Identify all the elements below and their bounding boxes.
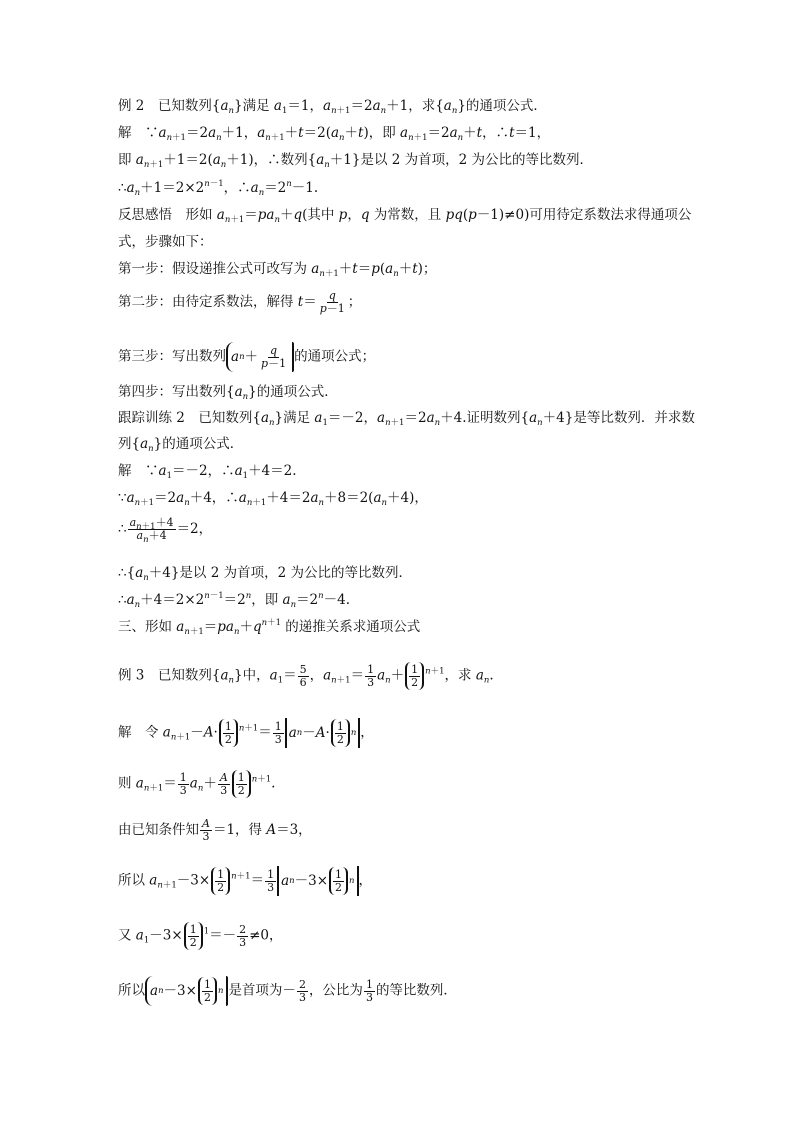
exercise-solution-5: $\therefore a_n+4=2\times 2^{n-1}=2^n$，即 $a_n=2^n-4$. bbox=[118, 591, 351, 610]
example-3-solution-6: 所以 a n －3× $\frac{1}{2}$ n 是首项为－ $\frac{2}{3}$ ，公比为 $\frac{1}{3}$ 的等比数列． bbox=[118, 976, 457, 1006]
section-3-heading: 三、形如 $a_{n+1}=pa_n+q^{n+1}$ 的递推关系求通项公式 bbox=[118, 618, 421, 637]
reflection-line-1: 反思感悟 形如 $a_{n+1}=pa_n+q$(其中 p，q 为常数，且 pq(p－1)≠0)可用待定系数法求得通项公 bbox=[118, 207, 692, 225]
solution-line-2: 即 $a_{n+1}+1=2(a_n+1)$，∴数列$\{a_n+1\}$是以 2 为首项，2 为公比的等比数列． bbox=[118, 152, 593, 170]
step-4: 第四步：写出数列$\{a_n\}$的通项公式． bbox=[118, 384, 338, 402]
example-3-solution-2: 则 $a_{n+1}=$ $\frac{1}{3}$ $a_n+$ $\frac{A}{3}$ $\frac{1}{2}$ $^{n+1}$. bbox=[118, 770, 276, 797]
step-3: 第三步：写出数列 a n ＋ $\frac{q}{p-1}$ 的通项公式； bbox=[118, 342, 375, 372]
exercise-solution-3: ∴ $\frac{a_{n+1}+4}{a_n+4}$ ＝2， bbox=[118, 516, 213, 545]
example-3-statement: 例 3 已知数列$\{a_n\}$中，$a_1=$ $\frac{5}{6}$ ，$a_{n+1}=$ $\frac{1}{3}$ $a_n+$ $\frac{1}{2}$ $^{n+1}$，求 $a_n$. bbox=[118, 662, 494, 689]
example-2-statement: 例 2 已知数列$\{a_n\}$满足 $a_1=1$，$a_{n+1}=2a_n+1$，求$\{a_n\}$的通项公式． bbox=[118, 98, 547, 116]
example-3-solution-3: 由已知条件知 $\frac{A}{3}$ ＝1，得 A＝3， bbox=[118, 817, 312, 843]
step-2: 第二步：由待定系数法，解得 t＝ $\frac{q}{p-1}$ ； bbox=[118, 289, 362, 315]
step-1: 第一步：假设递推公式可改写为 $a_{n+1}+t=p(a_n+t)$； bbox=[118, 261, 437, 279]
exercise-2-line-2: 列$\{a_n\}$的通项公式． bbox=[118, 436, 244, 454]
example-3-solution-5: 又 $a_1-3\times$ $\frac{1}{2}$ $^1$＝－ $\frac{2}{3}$ ≠0， bbox=[118, 922, 283, 949]
example-3-solution-4: 所以 $a_{n+1}-3\times$ $\frac{1}{2}$ $^{n+1}$＝ $\frac{1}{3}$ a n －3× $\frac{1}{2}$ n ， bbox=[118, 866, 372, 896]
example-3-solution-1: 解 令 $a_{n+1}-A\cdot$ $\frac{1}{2}$ $^{n+1}$＝ $\frac{1}{3}$ a n － A · $\frac{1}{2}$ n ， bbox=[118, 718, 374, 748]
exercise-solution-4: $\therefore\{a_n+4\}$是以 2 为首项，2 为公比的等比数列． bbox=[118, 565, 412, 583]
exercise-2-line-1: 跟踪训练 2 已知数列$\{a_n\}$满足 $a_1=-2$，$a_{n+1}=2a_n+4$.证明数列$\{a_n+4\}$是等比数列．并求数 bbox=[118, 410, 695, 428]
solution-line-1: 解 $\because a_{n+1}=2a_n+1$，$a_{n+1}+t=2(a_n+t)$，即 $a_{n+1}=2a_n+t$，∴t＝1， bbox=[118, 125, 551, 143]
reflection-line-2: 式，步骤如下： bbox=[118, 234, 213, 250]
solution-line-3: $\therefore a_n+1=2\times 2^{n-1}$，$\therefore a_n=2^n-1$. bbox=[118, 179, 319, 198]
exercise-solution-2: $\because a_{n+1}=2a_n+4$，$\therefore a_{n+1}+4=2a_n+8=2(a_n+4)$， bbox=[118, 490, 428, 508]
exercise-solution-1: 解 $\because a_1=-2$，$\therefore a_1+4=2$. bbox=[118, 463, 297, 481]
